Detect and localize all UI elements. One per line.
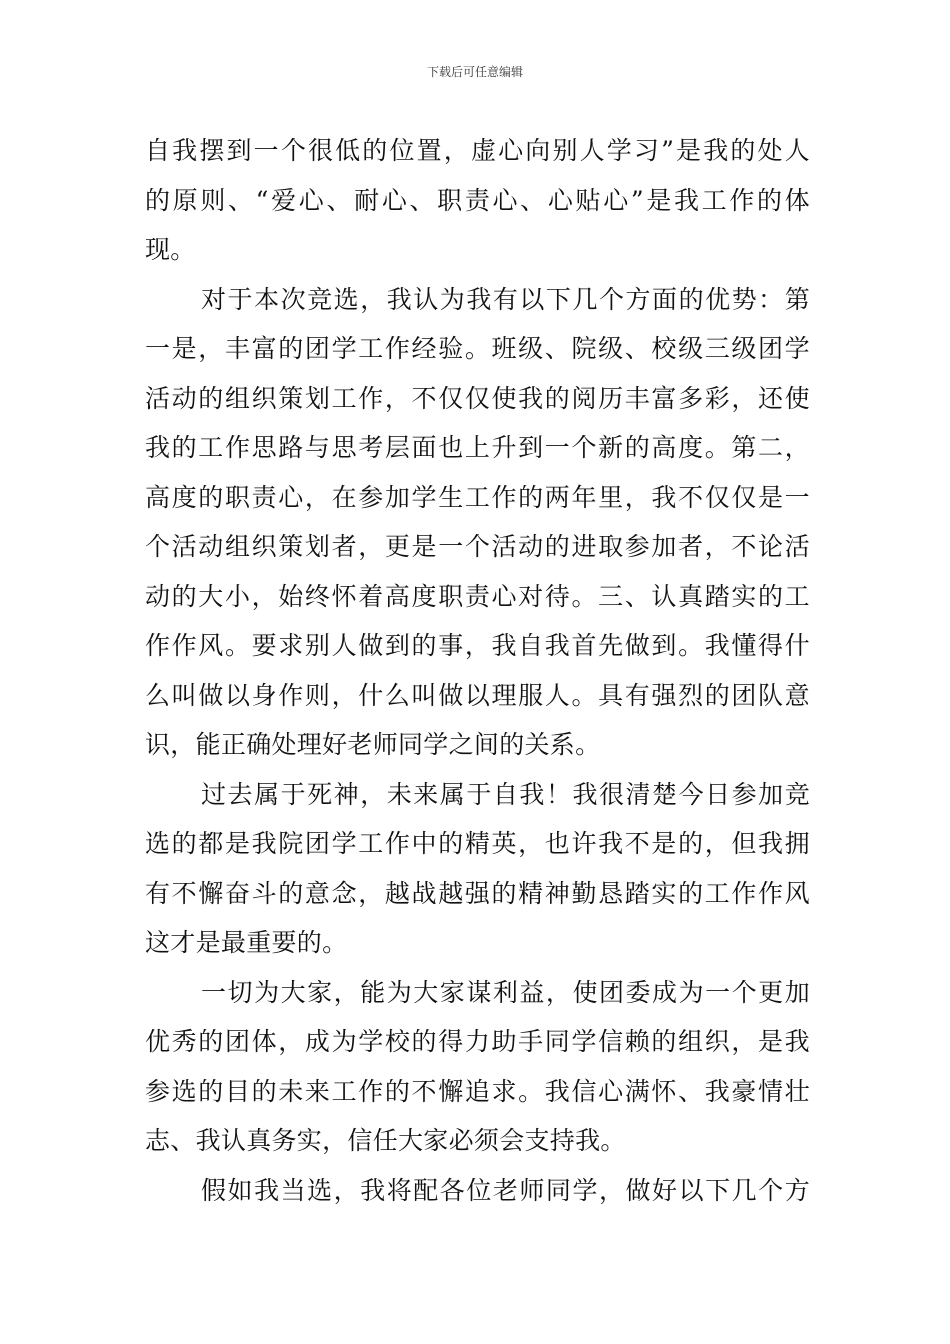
text-line: 识，能正确处理好老师同学之间的关系。 [145,730,601,759]
text-line: 这才是最重要的。 [145,928,348,957]
text-line: 一是，丰富的团学工作经验。班级、院级、校级三级团学 [145,334,810,363]
text-line: 过去属于死神，未来属于自我！我很清楚今日参加竞 [201,779,810,809]
text-line: 有不懈奋斗的意念，越战越强的精神勤恳踏实的工作作风 [145,878,810,908]
text-line: 选的都是我院团学工作中的精英，也许我不是的，但我拥 [145,829,810,858]
text-line: 参选的目的未来工作的不懈追求。我信心满怀、我豪情壮 [145,1076,810,1106]
text-line: 假如我当选，我将配各位老师同学，做好以下几个方 [201,1175,810,1205]
text-line: 么叫做以身作则，什么叫做以理服人。具有强烈的团队意 [145,680,810,710]
text-line: 对于本次竞选，我认为我有以下几个方面的优势：第 [201,284,810,314]
text-line: 我的工作思路与思考层面也上升到一个新的高度。第二， [145,433,810,462]
text-line: 个活动组织策划者，更是一个活动的进取参加者，不论活 [145,532,810,561]
text-line: 作作风。要求别人做到的事，我自我首先做到。我懂得什 [145,631,810,660]
text-line: 活动的组织策划工作，不仅仅使我的阅历丰富多彩，还使 [145,383,810,413]
page-header-note: 下载后可任意编辑 [426,65,523,79]
text-line: 自我摆到一个很低的位置，虚心向别人学习”是我的处人 [145,136,810,165]
text-line: 优秀的团体，成为学校的得力助手同学信赖的组织，是我 [145,1027,810,1056]
text-line: 高度的职责心，在参加学生工作的两年里，我不仅仅是一 [145,482,810,512]
text-line: 动的大小，始终怀着高度职责心对待。三、认真踏实的工 [145,581,810,611]
text-line: 现。 [145,235,196,264]
text-line: 的原则、“爱心、耐心、职责心、心贴心”是我工作的体 [145,185,810,215]
document-body [145,126,810,1215]
text-line: 志、我认真务实，信任大家必须会支持我。 [145,1126,626,1155]
text-line: 一切为大家，能为大家谋利益，使团委成为一个更加 [201,977,810,1007]
